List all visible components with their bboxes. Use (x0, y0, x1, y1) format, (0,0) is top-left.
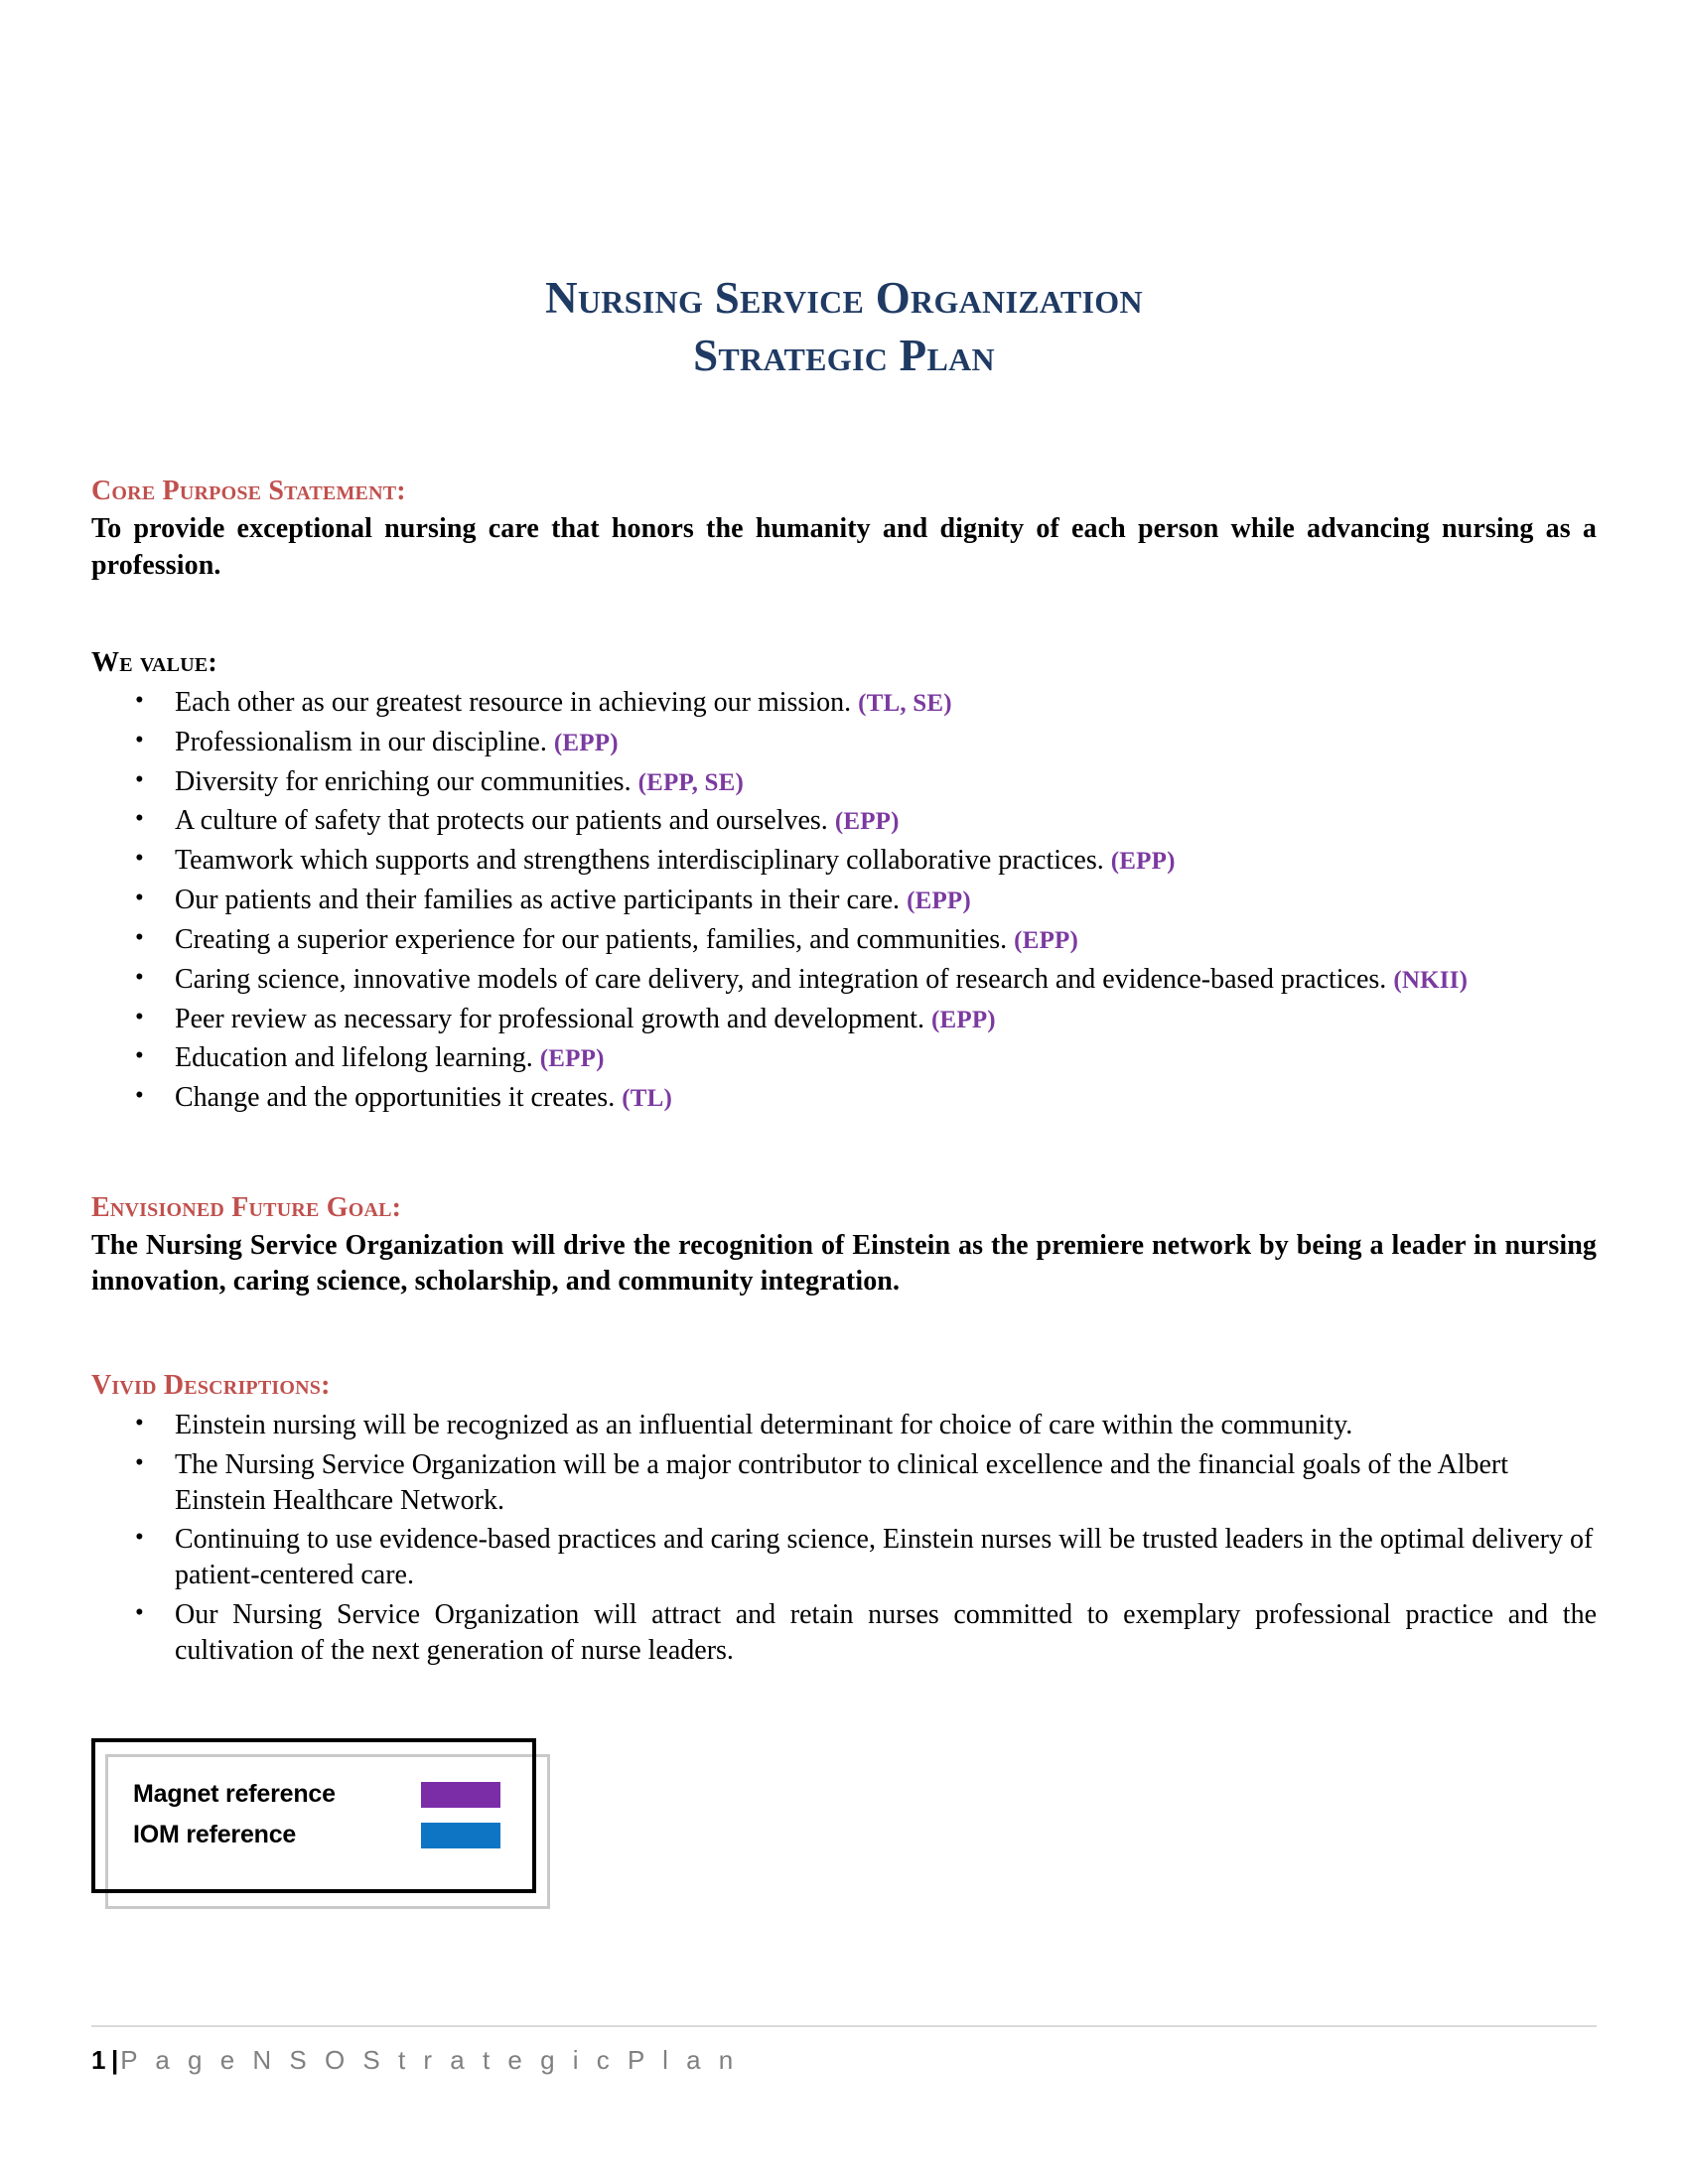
list-item (91, 1447, 1597, 1519)
list-item-text: Change and the opportunities it creates. (175, 1082, 616, 1114)
list-item-text: Our patients and their families as active participants in their care. (175, 885, 901, 916)
footer-separator: | (110, 2045, 121, 2075)
list-item-text: Diversity for enriching our communities. (175, 765, 632, 797)
list-item-text: Caring science, innovative models of care delivery, and integration of research and evidence-based practices. (175, 963, 1387, 995)
reference-tag: (TL) (622, 1085, 673, 1113)
title-line-1: Nursing Service Organization (545, 273, 1143, 323)
legend-row (133, 1774, 510, 1815)
legend-box (91, 1738, 550, 1909)
reference-tag: (EPP) (834, 808, 900, 836)
list-item (91, 843, 1597, 879)
list-item-text: A culture of safety that protects our patients and ourselves. (175, 805, 828, 837)
legend-label: IOM reference (133, 1821, 297, 1848)
footer-text (91, 2045, 1597, 2076)
list-item (91, 922, 1597, 958)
page-footer (91, 2025, 1597, 2076)
legend-rows (133, 1774, 510, 1855)
reference-tag: (EPP) (553, 729, 619, 756)
footer-page-number: 1 (91, 2045, 111, 2075)
list-item (91, 725, 1597, 760)
list-item (91, 1597, 1597, 1669)
list-item-text: Our Nursing Service Organization will attract and retain nurses committed to exemplary professional practice and the cultivation of the next generation of nurse leaders. (175, 1599, 1597, 1666)
page-title (91, 0, 1597, 384)
list-item (91, 764, 1597, 800)
section-heading-core-purpose: Core Purpose Statement: (91, 476, 406, 507)
list-item-text: Creating a superior experience for our patients, families, and communities. (175, 923, 1008, 955)
section-heading-envisioned-future-goal: Envisioned Future Goal: (91, 1192, 402, 1224)
list-item-text: Teamwork which supports and strengthens interdisciplinary collaborative practices. (175, 845, 1104, 877)
we-value-list (91, 685, 1597, 1116)
list-item-text: Each other as our greatest resource in achieving our mission. (175, 686, 852, 718)
reference-tag: (NKII) (1393, 966, 1469, 994)
legend-label: Magnet reference (133, 1780, 336, 1808)
spacer-envisioned-goal (91, 1120, 1597, 1192)
legend-row (133, 1815, 510, 1855)
core-purpose-body: To provide exceptional nursing care that honors the humanity and dignity of each person while advancing nursing as a profession. (91, 513, 1597, 581)
legend-color-swatch (421, 1823, 500, 1848)
list-item-text: The Nursing Service Organization will be a major contributor to clinical excellence and the financial goals of the Albert Einstein Healthcare Network. (175, 1448, 1509, 1516)
list-item (91, 1522, 1597, 1593)
envisioned-future-goal-body: The Nursing Service Organization will drive the recognition of Einstein as the premiere network by being a leader in nursing innovation, caring science, scholarship, and community integration. (91, 1230, 1597, 1297)
reference-tag: (EPP, SE) (637, 768, 745, 796)
list-item (91, 1040, 1597, 1076)
list-item-text: Continuing to use evidence-based practices and caring science, Einstein nurses will be trusted leaders in the optimal delivery of patient-centered care. (175, 1524, 1594, 1591)
list-item-text: Peer review as necessary for professional growth and development. (175, 1003, 924, 1034)
footer-label: P a g e N S O S t r a t e g i c P l a n (120, 2045, 739, 2075)
list-item (91, 1080, 1597, 1116)
reference-tag: (EPP) (1014, 926, 1079, 954)
reference-tag: (EPP) (1110, 848, 1176, 876)
spacer-core (91, 384, 1597, 476)
reference-tag: (EPP) (539, 1045, 605, 1073)
list-item (91, 883, 1597, 918)
list-item-text: Education and lifelong learning. (175, 1042, 533, 1074)
legend-color-swatch (421, 1782, 500, 1808)
list-item (91, 962, 1597, 998)
list-item-text: Einstein nursing will be recognized as an influential determinant for choice of care within the community. (175, 1409, 1353, 1440)
spacer-vivid (91, 1300, 1597, 1370)
list-item-text: Professionalism in our discipline. (175, 726, 547, 757)
reference-tag: (TL, SE) (858, 689, 952, 717)
list-item (91, 803, 1597, 839)
spacer-we-value (91, 584, 1597, 647)
reference-tag: (EPP) (930, 1006, 996, 1033)
list-item (91, 1408, 1597, 1443)
vivid-descriptions-list (91, 1408, 1597, 1669)
list-item (91, 1002, 1597, 1037)
section-heading-we-value: We value: (91, 646, 217, 678)
list-item (91, 685, 1597, 721)
title-line-2: Strategic Plan (693, 330, 995, 380)
reference-tag: (EPP) (907, 887, 971, 915)
section-heading-vivid-descriptions: Vivid Descriptions: (91, 1369, 331, 1401)
